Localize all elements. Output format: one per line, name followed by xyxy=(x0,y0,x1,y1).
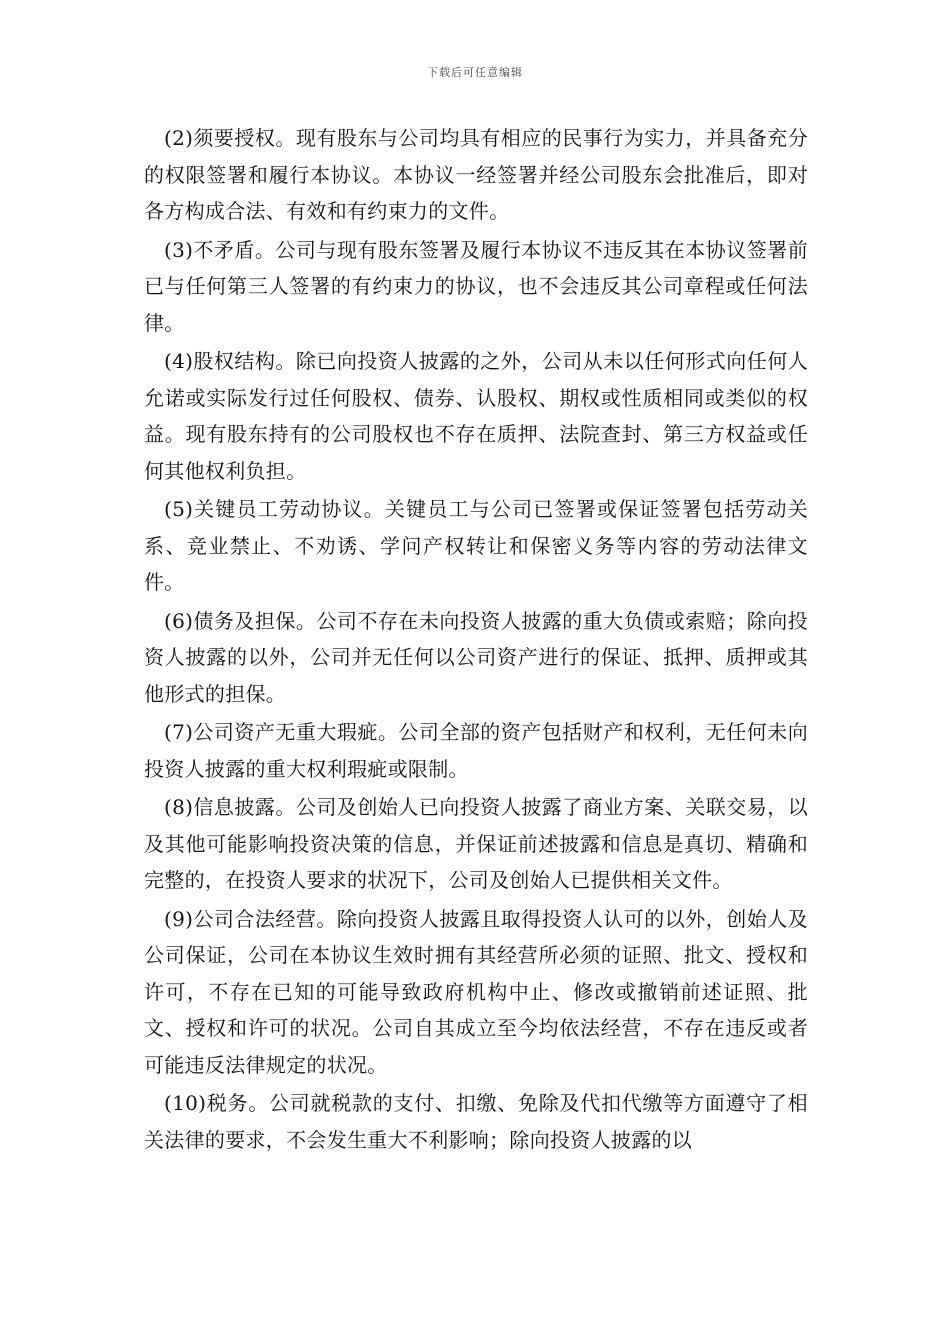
paragraph-5-key-employee-agreement: (5)关键员工劳动协议。关键员工与公司已签署或保证签署包括劳动关系、竞业禁止、不劝诱、学问产权转让和保密义务等内容的劳动法律文件。 xyxy=(144,497,808,594)
paragraph-8-disclosure: (8)信息披露。公司及创始人已向投资人披露了商业方案、关联交易，以及其他可能影响投资决策的信息，并保证前述披露和信息是真切、精确和完整的，在投资人要求的状况下，公司及创始人已提供相关文件。 xyxy=(144,795,808,892)
paragraph-4-equity-structure: (4)股权结构。除已向投资人披露的之外，公司从未以任何形式向任何人允诺或实际发行过任何股权、债券、认股权、期权或性质相同或类似的权益。现有股东持有的公司股权也不存在质押、法院查封、第三方权益或任何其他权利负担。 xyxy=(144,349,808,483)
document-body xyxy=(144,120,808,1160)
paragraph-9-lawful-operation: (9)公司合法经营。除向投资人披露且取得投资人认可的以外，创始人及公司保证，公司在本协议生效时拥有其经营所必须的证照、批文、授权和许可，不存在已知的可能导致政府机构中止、修改或撤销前述证照、批文、授权和许可的状况。公司自其成立至今均依法经营，不存在违反或者可能违反法律规定的状况。 xyxy=(144,906,808,1077)
paragraph-3-no-conflict: (3)不矛盾。公司与现有股东签署及履行本协议不违反其在本协议签署前已与任何第三人签署的有约束力的协议，也不会违反其公司章程或任何法律。 xyxy=(144,237,808,335)
paragraph-7-asset-defects: (7)公司资产无重大瑕疵。公司全部的资产包括财产和权利，无任何未向投资人披露的重大权利瑕疵或限制。 xyxy=(144,720,808,781)
page-header: 下载后可任意编辑 xyxy=(427,66,523,79)
paragraph-6-debt-and-guarantee: (6)债务及担保。公司不存在未向投资人披露的重大负债或索赔；除向投资人披露的以外，公司并无任何以公司资产进行的保证、抵押、质押或其他形式的担保。 xyxy=(144,608,808,706)
paragraph-10-taxation: (10)税务。公司就税款的支付、扣缴、免除及代扣代缴等方面遵守了相关法律的要求，不会发生重大不利影响；除向投资人披露的以 xyxy=(144,1091,808,1152)
paragraph-2-authorization: (2)须要授权。现有股东与公司均具有相应的民事行为实力，并具备充分的权限签署和履行本协议。本协议一经签署并经公司股东会批准后，即对各方构成合法、有效和有约束力的文件。 xyxy=(144,126,808,223)
